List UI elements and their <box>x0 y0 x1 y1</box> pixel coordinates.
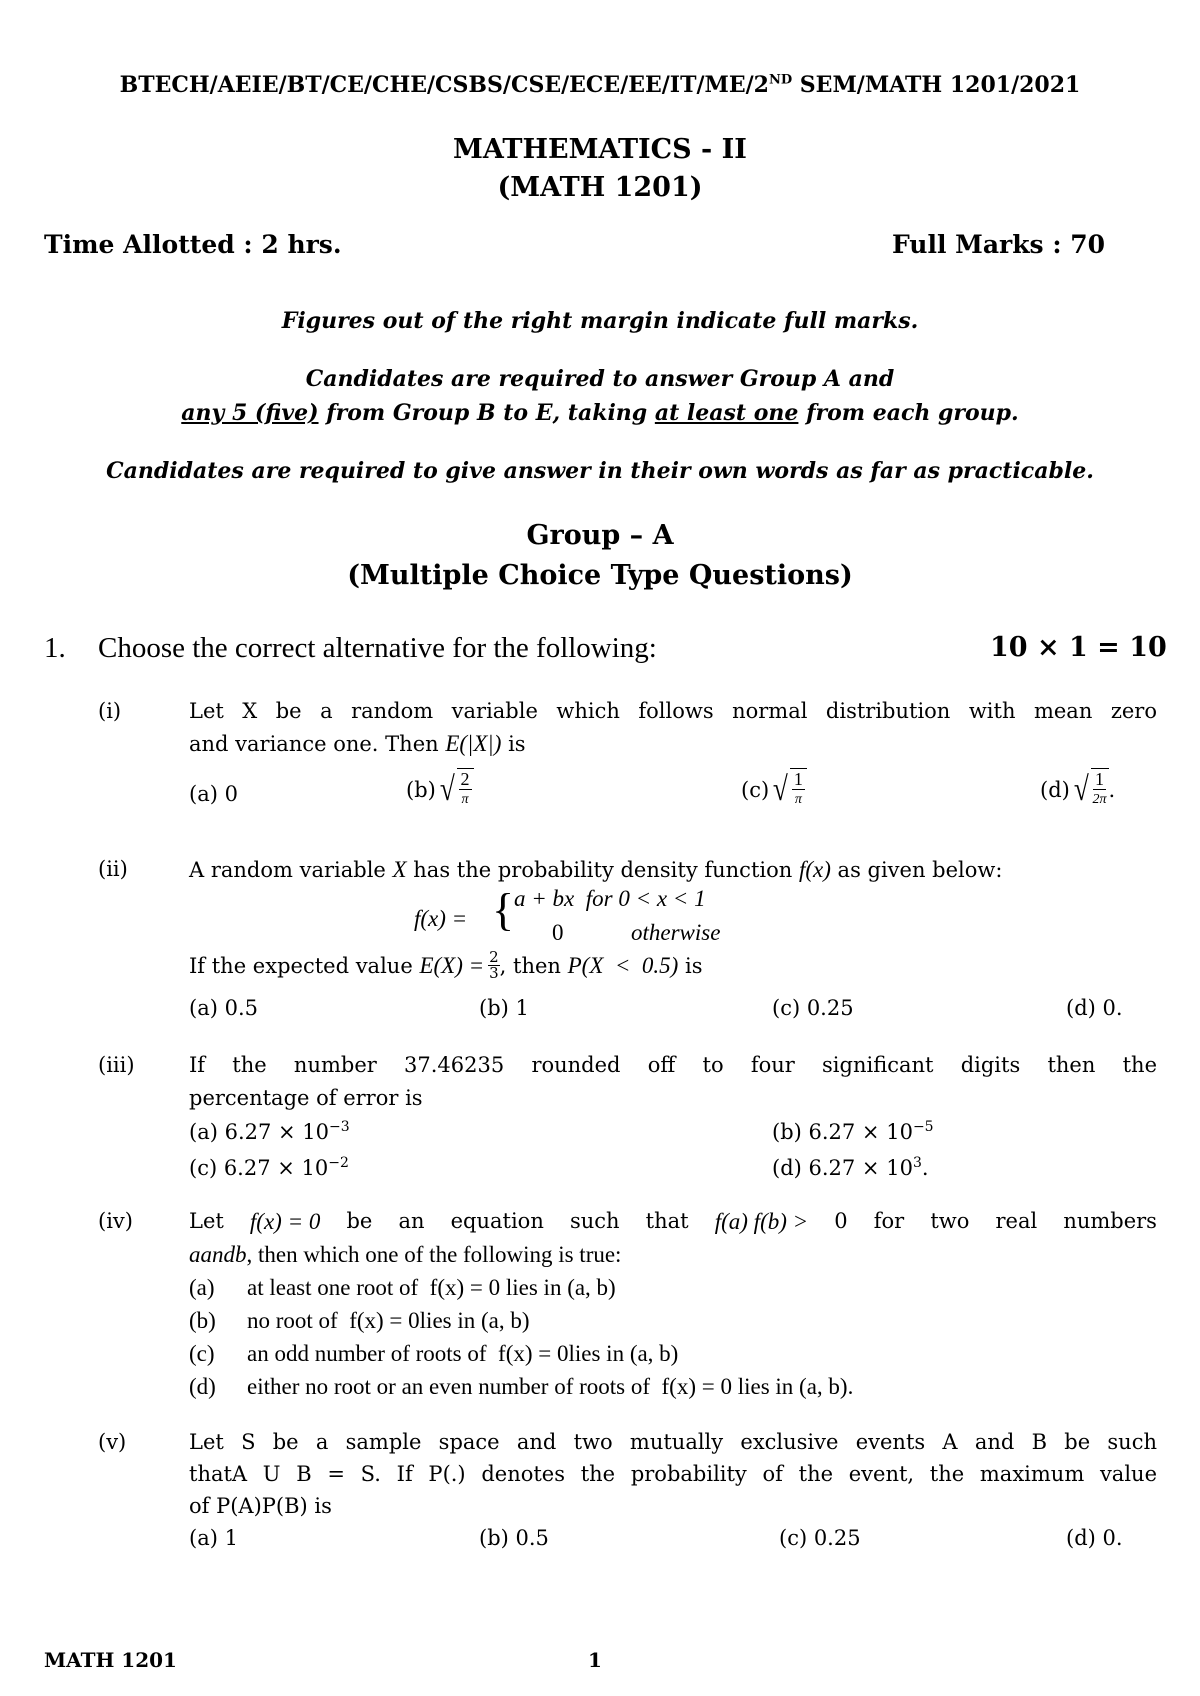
word: be <box>346 1209 373 1233</box>
instruction-any-five: any 5 (five) <box>181 400 319 426</box>
footer-code: MATH 1201 <box>44 1648 177 1672</box>
frac-den: π <box>461 792 469 807</box>
option-i-c <box>741 768 807 812</box>
instruction-margin-marks: Figures out of the right margin indicate full marks. <box>281 308 919 334</box>
subq-ii-line1 <box>189 857 1002 883</box>
page-number: 1 <box>588 1648 602 1672</box>
word: for <box>873 1209 905 1233</box>
sqrt-one-over-two-pi: √ $\frac{1}{2\pi}$ <box>1072 768 1109 812</box>
subq-ii-text: , then <box>499 953 568 978</box>
paper-code: (MATH 1201) <box>497 172 703 203</box>
pdf-case-2-condition: otherwise <box>631 920 721 945</box>
question-prompt: Choose the correct alternative for the following: <box>98 632 657 664</box>
full-marks: Full Marks : 70 <box>892 230 1106 259</box>
subq-ii-math: P(X < 0.5) <box>567 952 679 978</box>
subq-v-line2: thatA U B = S. If P(.) denotes the probability of the event, the maximum value <box>189 1462 1157 1486</box>
instruction-own-words: Candidates are required to give answer in their own words as far as practicable. <box>106 458 1094 484</box>
frac-num: 2 <box>460 769 470 789</box>
subq-ii-text: If the expected value <box>189 953 420 978</box>
word: an <box>398 1209 425 1233</box>
option-v-c: (c) 0.25 <box>779 1526 861 1550</box>
option-i-d-end: . <box>1108 778 1116 802</box>
subq-label-iv: (iv) <box>98 1209 133 1233</box>
subq-ii-math: E(X) = <box>419 952 485 978</box>
course-code-tail: SEM/MATH 1201/2021 <box>792 72 1081 98</box>
option-iv-a-label: (a) <box>189 1275 215 1300</box>
option-iv-d-label: (d) <box>189 1374 216 1399</box>
pdf-lhs: f(x) = <box>414 906 468 931</box>
subq-label-v: (v) <box>98 1430 127 1454</box>
instruction-text: from Group B to E, taking <box>318 400 655 426</box>
group-title: Group – A <box>526 520 674 551</box>
option-ii-a: (a) 0.5 <box>189 996 258 1020</box>
option-ii-d: (d) 0. <box>1066 996 1123 1020</box>
option-text: (b) 6.27 × 10 <box>772 1120 913 1144</box>
subq-label-iii: (iii) <box>98 1053 135 1077</box>
sqrt-two-over-pi: √ $\frac{2}{\pi}$ <box>438 768 474 812</box>
sqrt-one-over-pi: √ $\frac{1}{\pi}$ <box>771 768 807 812</box>
question-marks: 10 × 1 = 10 <box>990 632 1167 663</box>
option-exponent: 3 <box>912 1155 922 1171</box>
option-ii-c: (c) 0.25 <box>772 996 854 1020</box>
option-i-a: (a) 0 <box>189 782 238 806</box>
option-iv-b: no root of f(x) = 0lies in (a, b) <box>247 1308 530 1333</box>
option-iii-a <box>189 1119 350 1144</box>
frac-num: 1 <box>793 769 803 789</box>
question-number: 1. <box>44 632 66 664</box>
left-brace-icon: { <box>492 884 515 935</box>
subq-ii-text: is <box>678 953 703 978</box>
subq-iv-line2 <box>189 1242 621 1268</box>
subq-i-math: E(|X|) <box>445 731 502 756</box>
instruction-at-least-one: at least one <box>654 400 799 426</box>
option-iii-d <box>772 1155 929 1180</box>
option-text: (c) 6.27 × 10 <box>189 1156 329 1180</box>
subq-iii-line2: percentage of error is <box>189 1086 423 1110</box>
course-code-text: BTECH/AEIE/BT/CE/CHE/CSBS/CSE/ECE/EE/IT/ME/2 <box>119 72 769 98</box>
option-iv-c-label: (c) <box>189 1341 215 1366</box>
subq-label-i: (i) <box>98 699 122 723</box>
frac-den: 2π <box>1092 792 1107 807</box>
option-exponent: −2 <box>328 1155 349 1171</box>
instruction-answer-group: Candidates are required to answer Group A and <box>305 366 895 392</box>
subq-ii-math: X <box>392 857 407 882</box>
option-i-c-label: (c) <box>741 778 770 802</box>
option-v-d: (d) 0. <box>1066 1526 1123 1550</box>
option-exponent: −5 <box>912 1119 934 1135</box>
word: real <box>995 1209 1038 1233</box>
pdf-definition <box>414 884 774 956</box>
subq-v-line1: Let S be a sample space and two mutually exclusive events A and B be such <box>189 1430 1157 1454</box>
subq-iv-text: , then which one of the following is true: <box>246 1242 622 1267</box>
pdf-case-2-value: 0 <box>552 920 564 945</box>
pdf-case-1: a + bx for 0 < x < 1 <box>514 886 706 911</box>
subq-v-line3: of P(A)P(B) is <box>189 1494 332 1518</box>
option-exponent: −3 <box>329 1119 350 1135</box>
fraction-two-thirds <box>488 950 500 981</box>
word: such <box>569 1209 620 1233</box>
math: aandb <box>189 1242 247 1267</box>
option-iv-b-label: (b) <box>189 1308 216 1333</box>
option-iv-d: either no root or an even number of roots of f(x) = 0 lies in (a, b). <box>247 1374 854 1399</box>
option-i-d-label: (d) <box>1040 778 1070 802</box>
word: equation <box>450 1209 544 1233</box>
subq-i-text: is <box>501 732 526 756</box>
subq-ii-text: A random variable <box>189 858 393 882</box>
course-code-sup: ND <box>768 72 793 88</box>
option-text: (a) 6.27 × 10 <box>189 1120 330 1144</box>
math: f(a) f(b) > <box>714 1209 809 1234</box>
subq-ii-condition <box>189 950 702 981</box>
option-text: (d) 6.27 × 10 <box>772 1156 913 1180</box>
option-iv-c: an odd number of roots of f(x) = 0lies in (a, b) <box>247 1341 679 1366</box>
frac-num: 2 <box>489 948 499 966</box>
option-iii-b <box>772 1119 934 1144</box>
subq-ii-text: as given below: <box>830 858 1003 882</box>
option-iii-c <box>189 1155 349 1180</box>
frac-den: 3 <box>489 964 499 982</box>
subq-i-line1: Let X be a random variable which follows normal distribution with mean zero <box>189 699 1157 723</box>
frac-den: π <box>794 792 802 807</box>
option-text: . <box>921 1156 929 1180</box>
word: that <box>645 1209 689 1233</box>
course-code-line <box>0 72 1200 98</box>
option-v-b: (b) 0.5 <box>479 1526 549 1550</box>
math: f(x) = 0 <box>249 1209 321 1234</box>
option-i-d <box>1040 768 1115 812</box>
option-i-b-label: (b) <box>406 778 436 802</box>
option-i-b <box>406 768 474 812</box>
subq-iv-line1 <box>189 1209 1157 1235</box>
subq-iii-line1: If the number 37.46235 rounded off to four significant digits then the <box>189 1053 1157 1077</box>
option-ii-b: (b) 1 <box>479 996 529 1020</box>
word: two <box>930 1209 970 1233</box>
instruction-group-choice <box>0 400 1200 426</box>
paper-title: MATHEMATICS - II <box>453 134 747 165</box>
group-subtitle: (Multiple Choice Type Questions) <box>347 560 853 591</box>
option-iv-a: at least one root of f(x) = 0 lies in (a, b) <box>247 1275 616 1300</box>
subq-label-ii: (ii) <box>98 857 128 881</box>
subq-i-text: and variance one. Then <box>189 732 446 756</box>
word: 0 <box>834 1209 848 1233</box>
word: numbers <box>1063 1209 1157 1233</box>
subq-ii-math: f(x) <box>798 857 831 882</box>
instruction-text: from each group. <box>798 400 1019 426</box>
option-v-a: (a) 1 <box>189 1526 238 1550</box>
subq-ii-text: has the probability density function <box>406 858 799 882</box>
subq-i-line2 <box>189 731 526 757</box>
frac-num: 1 <box>1095 769 1105 789</box>
time-allotted: Time Allotted : 2 hrs. <box>44 230 342 259</box>
word: Let <box>189 1209 224 1233</box>
